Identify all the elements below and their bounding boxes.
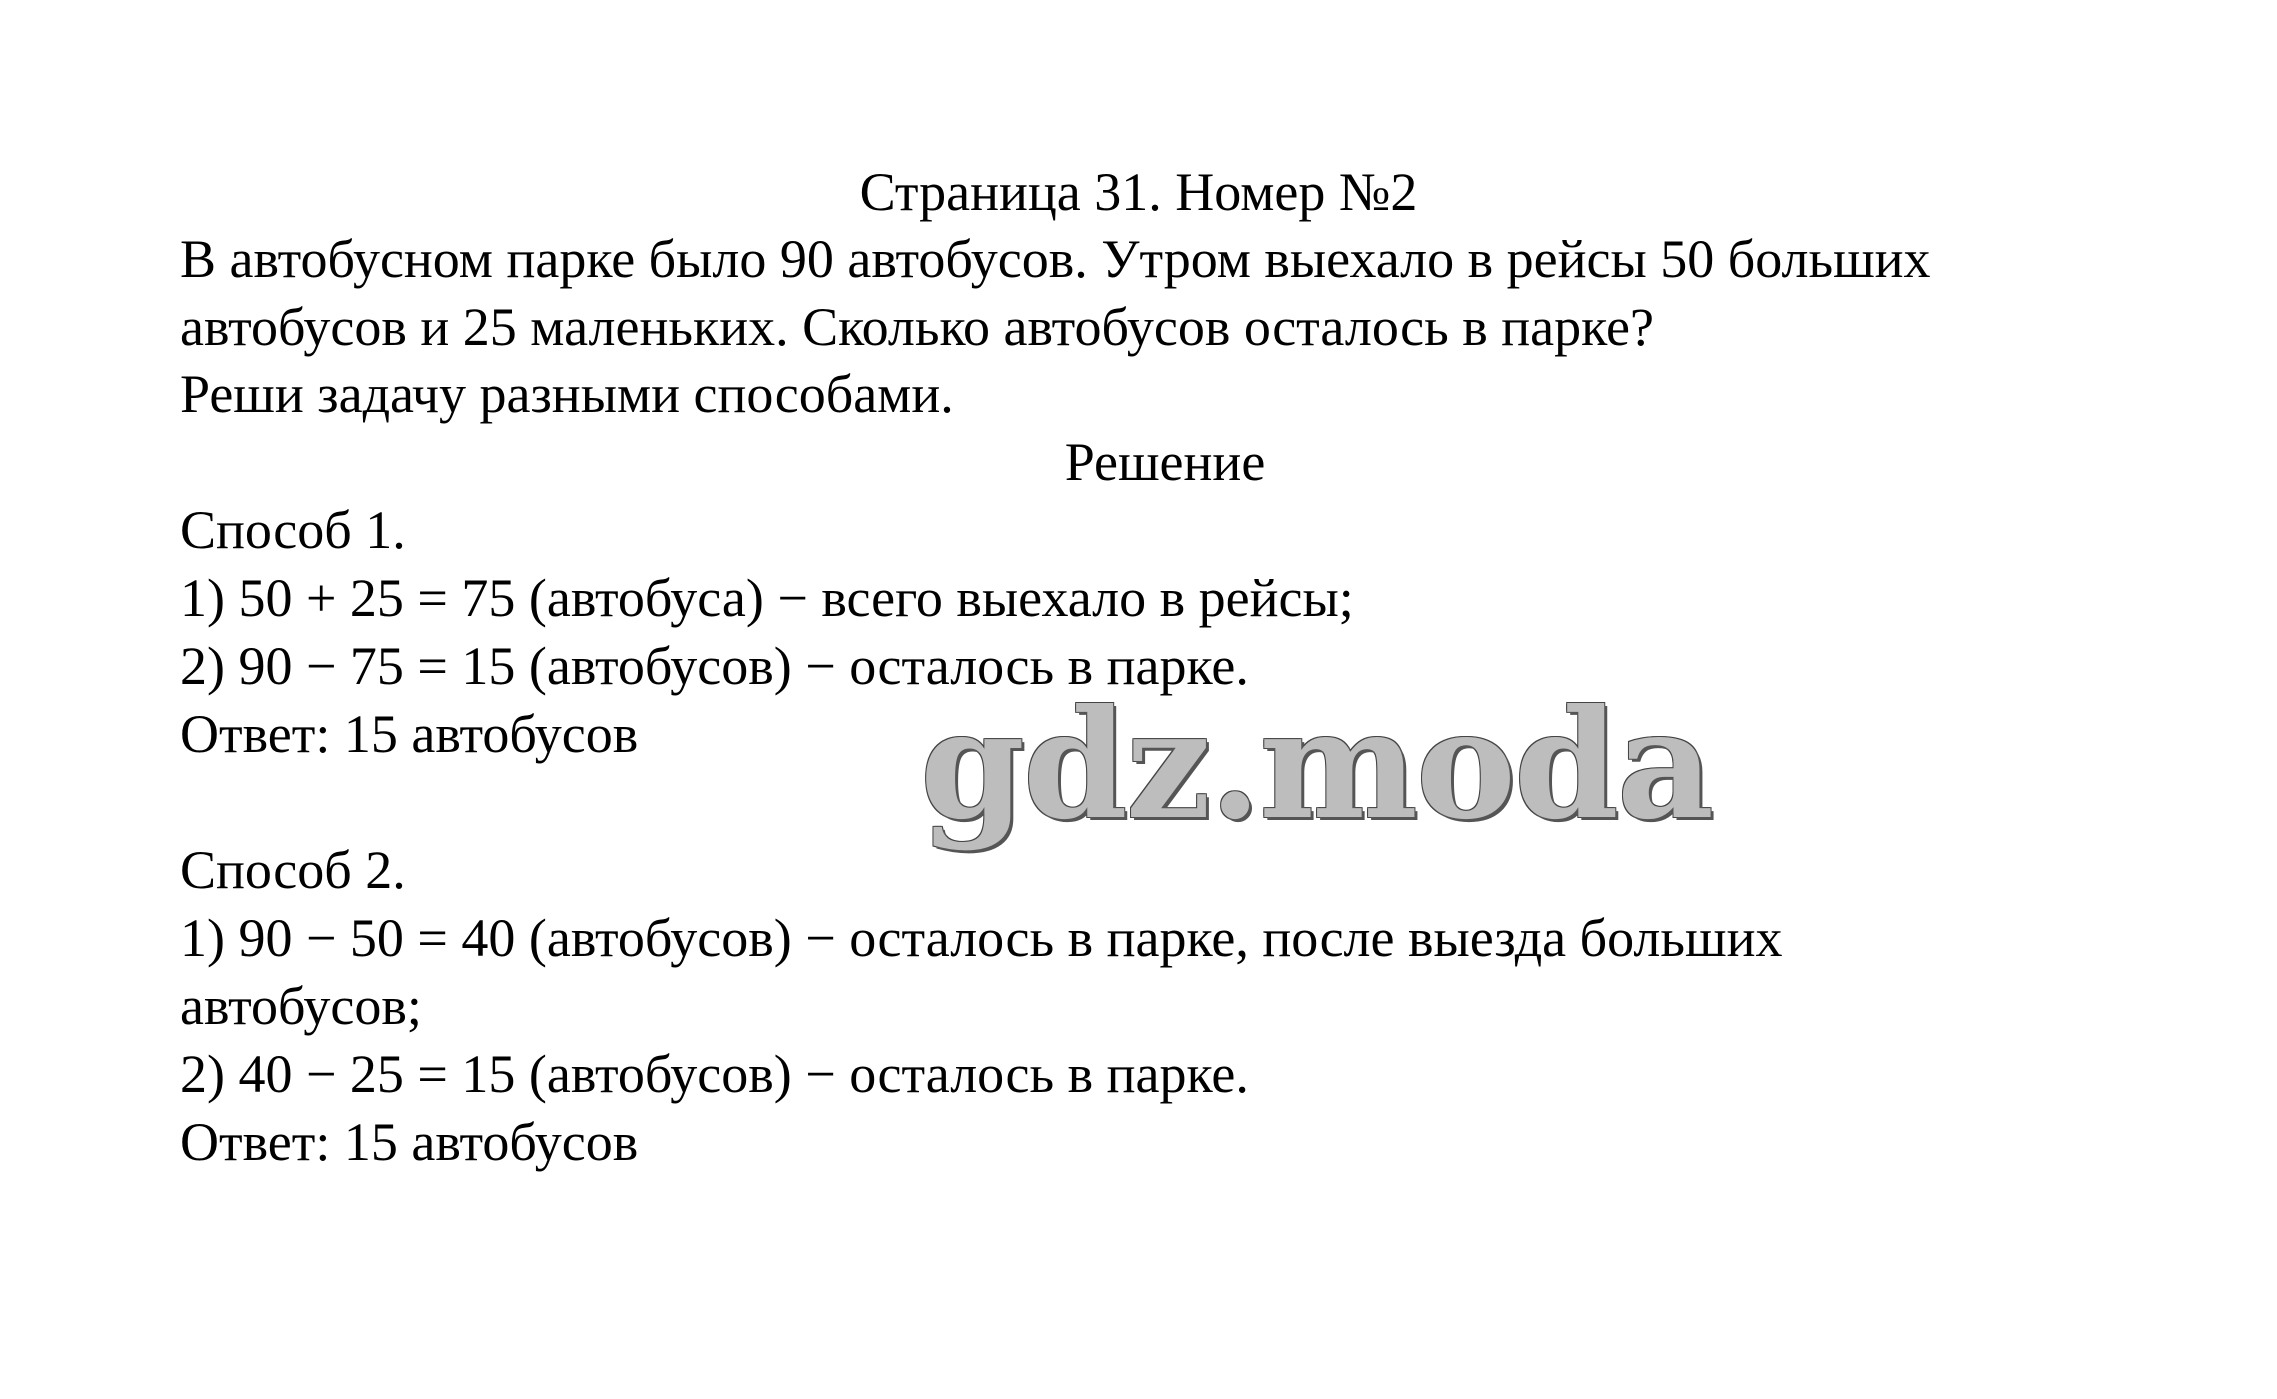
problem-line-3: Реши задачу разными способами. [180,364,954,424]
problem-line-1: В автобусном парке было 90 автобусов. Утром выехало в рейсы 50 больших [180,229,1931,289]
watermark-logo: gdz.moda [920,677,1713,853]
method-2-step-2: 2) 40 − 25 = 15 (автобусов) − осталось в парке. [180,1044,1249,1104]
method-2-step-1-line-1: 1) 90 − 50 = 40 (автобусов) − осталось в парке, после выезда больших [180,908,1783,968]
method-1-title: Способ 1. [180,500,406,560]
method-2-step-1-line-2: автобусов; [180,976,422,1036]
method-1-answer: Ответ: 15 автобусов [180,704,639,764]
method-2-title: Способ 2. [180,840,406,900]
method-1-step-1: 1) 50 + 25 = 75 (автобуса) − всего выехало в рейсы; [180,568,1354,628]
problem-line-2: автобусов и 25 маленьких. Сколько автобусов осталось в парке? [180,297,1654,357]
method-2-answer: Ответ: 15 автобусов [180,1112,639,1172]
solution-heading: Решение [1064,432,1266,492]
page-title: Страница 31. Номер №2 [859,162,1418,222]
method-1-step-2: 2) 90 − 75 = 15 (автобусов) − осталось в парке. [180,636,1249,696]
